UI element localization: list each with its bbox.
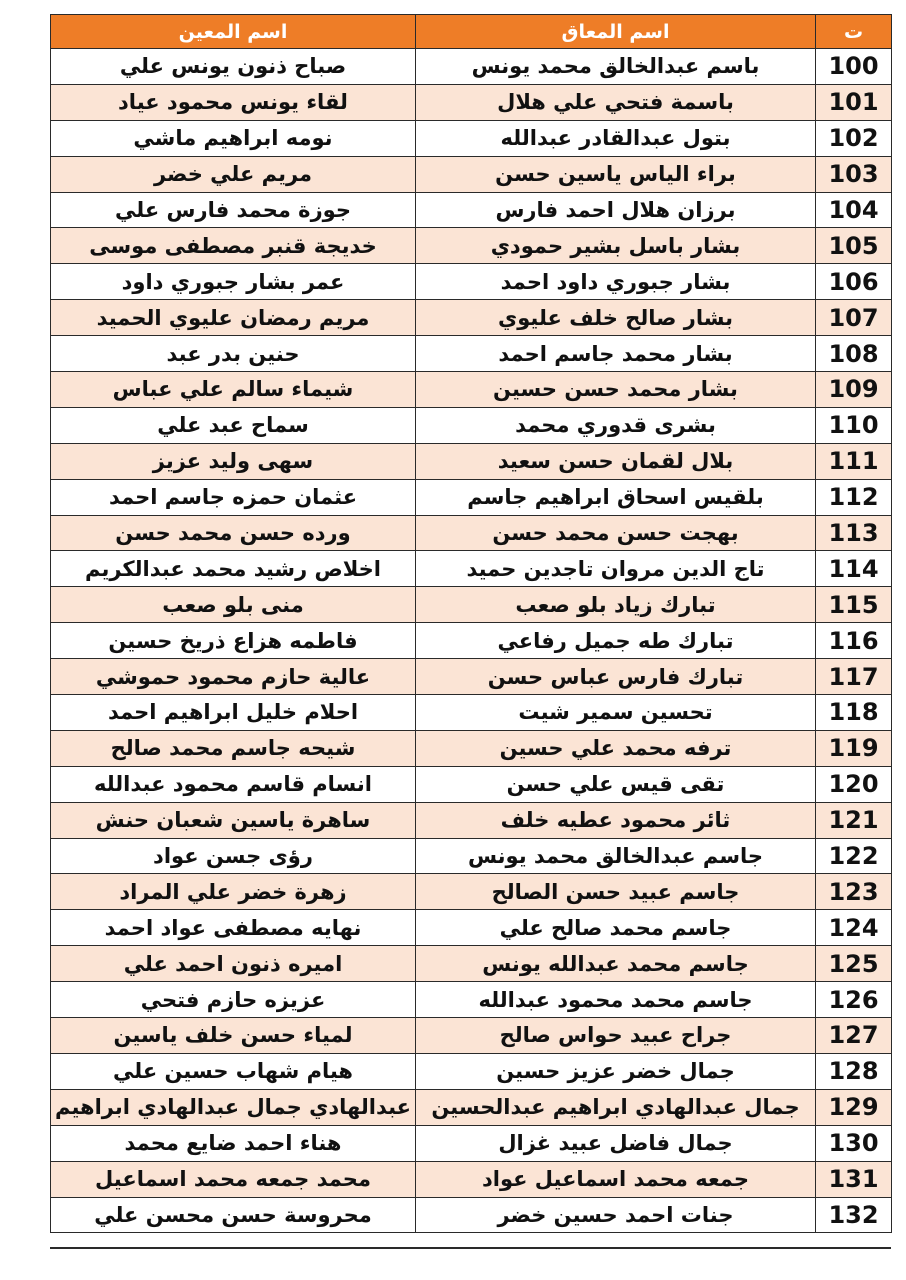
table-bottom-rule — [50, 1247, 891, 1249]
disabled-person-name: بتول عبدالقادر عبدالله — [416, 120, 816, 156]
disabled-person-name: تقى قيس علي حسن — [416, 766, 816, 802]
disabled-person-name: جاسم عبيد حسن الصالح — [416, 874, 816, 910]
table-row — [51, 910, 892, 946]
table-row — [51, 766, 892, 802]
helper-name: مريم رمضان عليوي الحميد — [51, 300, 416, 336]
disabled-person-name: جاسم عبدالخالق محمد يونس — [416, 838, 816, 874]
row-number: 114 — [816, 551, 892, 587]
header-helper-name: اسم المعين — [51, 15, 416, 49]
disabled-person-name: جاسم محمد محمود عبدالله — [416, 982, 816, 1018]
helper-name: جوزة محمد فارس علي — [51, 192, 416, 228]
helper-name: ساهرة ياسين شعبان حنش — [51, 802, 416, 838]
table-row — [51, 802, 892, 838]
disabled-person-name: تبارك فارس عباس حسن — [416, 659, 816, 695]
disabled-person-name: بشار محمد جاسم احمد — [416, 336, 816, 372]
disabled-person-name: بشار محمد حسن حسين — [416, 372, 816, 408]
helper-name: لقاء يونس محمود عياد — [51, 84, 416, 120]
table-header — [51, 15, 892, 49]
row-number: 110 — [816, 407, 892, 443]
row-number: 129 — [816, 1089, 892, 1125]
helper-name: شيحه جاسم محمد صالح — [51, 730, 416, 766]
disabled-person-name: بلقيس اسحاق ابراهيم جاسم — [416, 479, 816, 515]
disabled-person-name: جاسم محمد صالح علي — [416, 910, 816, 946]
row-number: 102 — [816, 120, 892, 156]
row-number: 130 — [816, 1125, 892, 1161]
row-number: 127 — [816, 1018, 892, 1054]
helper-name: عزيزه حازم فتحي — [51, 982, 416, 1018]
disabled-person-name: بشار جبوري داود احمد — [416, 264, 816, 300]
disabled-person-name: بشار باسل بشير حمودي — [416, 228, 816, 264]
helper-name: سهى وليد عزيز — [51, 443, 416, 479]
disabled-person-name: جاسم محمد عبدالله يونس — [416, 946, 816, 982]
row-number: 112 — [816, 479, 892, 515]
row-number: 122 — [816, 838, 892, 874]
disabled-person-name: تبارك زياد بلو صعب — [416, 587, 816, 623]
row-number: 105 — [816, 228, 892, 264]
disabled-person-name: ثائر محمود عطيه خلف — [416, 802, 816, 838]
disabled-person-name: باسمة فتحي علي هلال — [416, 84, 816, 120]
table-row — [51, 946, 892, 982]
row-number: 113 — [816, 515, 892, 551]
table-row — [51, 479, 892, 515]
helper-name: عمر بشار جبوري داود — [51, 264, 416, 300]
table-row — [51, 336, 892, 372]
row-number: 107 — [816, 300, 892, 336]
table-row — [51, 587, 892, 623]
disabled-person-name: بلال لقمان حسن سعيد — [416, 443, 816, 479]
table-row — [51, 120, 892, 156]
table-row — [51, 515, 892, 551]
table-row — [51, 623, 892, 659]
table-row — [51, 1018, 892, 1054]
disabled-person-name: جمال خضر عزيز حسين — [416, 1053, 816, 1089]
table-row — [51, 982, 892, 1018]
row-number: 111 — [816, 443, 892, 479]
names-table — [50, 14, 892, 1233]
row-number: 132 — [816, 1197, 892, 1233]
table-row — [51, 156, 892, 192]
disabled-person-name: براء الياس ياسين حسن — [416, 156, 816, 192]
disabled-person-name: تبارك طه جميل رفاعي — [416, 623, 816, 659]
disabled-person-name: باسم عبدالخالق محمد يونس — [416, 49, 816, 85]
helper-name: فاطمه هزاع ذريخ حسين — [51, 623, 416, 659]
table-row — [51, 192, 892, 228]
disabled-person-name: بهجت حسن محمد حسن — [416, 515, 816, 551]
helper-name: محروسة حسن محسن علي — [51, 1197, 416, 1233]
disabled-person-name: جمال عبدالهادي ابراهيم عبدالحسين — [416, 1089, 816, 1125]
helper-name: احلام خليل ابراهيم احمد — [51, 695, 416, 731]
row-number: 124 — [816, 910, 892, 946]
row-number: 104 — [816, 192, 892, 228]
helper-name: مريم علي خضر — [51, 156, 416, 192]
row-number: 109 — [816, 372, 892, 408]
names-sheet — [50, 14, 891, 1233]
helper-name: شيماء سالم علي عباس — [51, 372, 416, 408]
helper-name: سماح عبد علي — [51, 407, 416, 443]
row-number: 108 — [816, 336, 892, 372]
row-number: 117 — [816, 659, 892, 695]
helper-name: لمياء حسن خلف ياسين — [51, 1018, 416, 1054]
helper-name: اخلاص رشيد محمد عبدالكريم — [51, 551, 416, 587]
table-row — [51, 659, 892, 695]
helper-name: عبدالهادي جمال عبدالهادي ابراهيم — [51, 1089, 416, 1125]
helper-name: هناء احمد ضايع محمد — [51, 1125, 416, 1161]
row-number: 123 — [816, 874, 892, 910]
row-number: 118 — [816, 695, 892, 731]
table-body — [51, 49, 892, 1233]
table-row — [51, 1125, 892, 1161]
row-number: 115 — [816, 587, 892, 623]
table-row — [51, 551, 892, 587]
table-row — [51, 874, 892, 910]
helper-name: ورده حسن محمد حسن — [51, 515, 416, 551]
header-row — [51, 15, 892, 49]
helper-name: نهايه مصطفى عواد احمد — [51, 910, 416, 946]
row-number: 106 — [816, 264, 892, 300]
table-row — [51, 730, 892, 766]
disabled-person-name: جمعه محمد اسماعيل عواد — [416, 1161, 816, 1197]
row-number: 128 — [816, 1053, 892, 1089]
row-number: 100 — [816, 49, 892, 85]
disabled-person-name: برزان هلال احمد فارس — [416, 192, 816, 228]
row-number: 120 — [816, 766, 892, 802]
table-row — [51, 372, 892, 408]
row-number: 116 — [816, 623, 892, 659]
header-disabled-name: اسم المعاق — [416, 15, 816, 49]
row-number: 121 — [816, 802, 892, 838]
table-row — [51, 1197, 892, 1233]
table-row — [51, 1161, 892, 1197]
disabled-person-name: جراح عبيد حواس صالح — [416, 1018, 816, 1054]
disabled-person-name: تاج الدين مروان تاجدين حميد — [416, 551, 816, 587]
table-row — [51, 695, 892, 731]
row-number: 119 — [816, 730, 892, 766]
helper-name: رؤى جسن عواد — [51, 838, 416, 874]
disabled-person-name: ترفه محمد علي حسين — [416, 730, 816, 766]
helper-name: منى بلو صعب — [51, 587, 416, 623]
table-row — [51, 84, 892, 120]
table-row — [51, 49, 892, 85]
row-number: 103 — [816, 156, 892, 192]
table-row — [51, 443, 892, 479]
disabled-person-name: بشرى قدوري محمد — [416, 407, 816, 443]
helper-name: عالية حازم محمود حموشي — [51, 659, 416, 695]
row-number: 131 — [816, 1161, 892, 1197]
helper-name: زهرة خضر علي المراد — [51, 874, 416, 910]
table-row — [51, 1089, 892, 1125]
helper-name: محمد جمعه محمد اسماعيل — [51, 1161, 416, 1197]
disabled-person-name: تحسين سمير شيت — [416, 695, 816, 731]
header-number: ت — [816, 15, 892, 49]
disabled-person-name: بشار صالح خلف عليوي — [416, 300, 816, 336]
row-number: 125 — [816, 946, 892, 982]
table-row — [51, 300, 892, 336]
table-row — [51, 838, 892, 874]
row-number: 126 — [816, 982, 892, 1018]
table-row — [51, 264, 892, 300]
helper-name: هيام شهاب حسين علي — [51, 1053, 416, 1089]
helper-name: انسام قاسم محمود عبدالله — [51, 766, 416, 802]
helper-name: خديجة قنبر مصطفى موسى — [51, 228, 416, 264]
helper-name: عثمان حمزه جاسم احمد — [51, 479, 416, 515]
table-row — [51, 1053, 892, 1089]
helper-name: نومه ابراهيم ماشي — [51, 120, 416, 156]
row-number: 101 — [816, 84, 892, 120]
helper-name: حنين بدر عبد — [51, 336, 416, 372]
helper-name: اميره ذنون احمد علي — [51, 946, 416, 982]
helper-name: صباح ذنون يونس علي — [51, 49, 416, 85]
table-row — [51, 407, 892, 443]
disabled-person-name: جنات احمد حسين خضر — [416, 1197, 816, 1233]
table-row — [51, 228, 892, 264]
disabled-person-name: جمال فاضل عبيد غزال — [416, 1125, 816, 1161]
